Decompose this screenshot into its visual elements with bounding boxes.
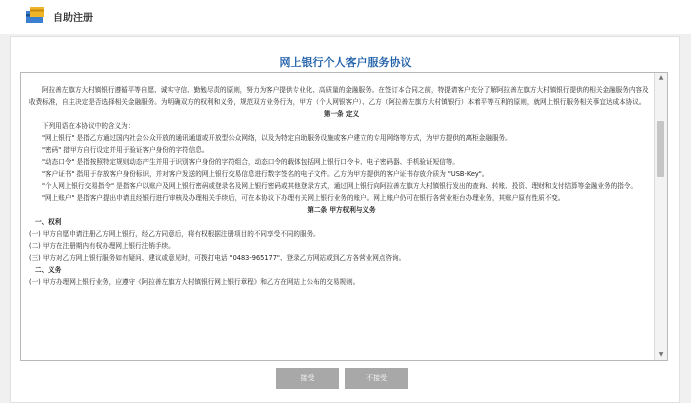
right-item-1: (一) 甲方自愿申请注册乙方网上银行，经乙方同意后，将有权根据注册项目的不同享受不同的服务。: [29, 230, 320, 238]
reject-button[interactable]: 不接受: [345, 368, 408, 389]
accept-button[interactable]: 接受: [276, 368, 339, 389]
duty-item-1: (一) 甲方办理网上银行业务，应遵守《阿拉善左旗方大村镇银行网上银行章程》和乙方在网站上公布的交易规则。: [29, 278, 360, 286]
right-item-3: (三) 甲方对乙方网上银行服务如有疑问、建议或意见时，可拨打电话 "0483-965177"、登录乙方网站或到乙方各营业网点咨询。: [29, 254, 406, 262]
definition-certificate: "客户证书" 指用于存放客户身份标识，并对客户发送的网上银行交易信息进行数字签名的电子文件。乙方为甲方提供的客户证书存放介质为 "USB-Key"。: [42, 170, 489, 178]
scroll-up-arrow-icon[interactable]: ▲: [658, 74, 664, 81]
agreement-scroll-box[interactable]: [20, 72, 668, 361]
definition-account: "网上账户" 是指客户提出申请且经银行进行审核及办理相关手续后，可在本协议下办理有关网上银行业务的账户。网上账户仍可在银行各营业柜台办理业务，其账户原有性质不变。: [42, 194, 565, 202]
article1-lead: 下列用语在本协议中的含义为：: [42, 122, 135, 130]
definition-password: "密码" 措甲方自行设定并用于验证客户身份的字符信息。: [42, 146, 209, 154]
duties-heading: 二、义务: [35, 266, 62, 274]
agreement-text: [29, 84, 654, 288]
scrollbar-thumb[interactable]: [657, 121, 664, 177]
definition-dynamic-code: "动态口令" 是指按照特定规则动态产生并用于识别客户身份的字符组合，动态口令的载体包括网上银行口令卡、电子密码器、手机验证短信等。: [42, 158, 459, 166]
agreement-intro: 阿拉善左旗方大村镇银行遵循平等自愿、诚实守信、勤勉尽责的原则，努力为客户提供专业化、高质量的金融服务。在签订本合同之前，特提请客户充分了解阿拉善左旗方大村镇银行提供的相关金融服务内容及收费标准，自主决定是否选择相关金融服务。为明确双方的权利和义务，规范双方业务行为，甲方（个人网银客户）、乙方（阿拉善左旗方大村镇银行）本着平等互利的原则，就网上银行服务相关事宜达成本协议。: [29, 86, 649, 106]
rights-heading: 一、权利: [35, 218, 62, 226]
article2-heading: 第二条 甲方权利与义务: [307, 206, 376, 214]
header-title: 自助注册: [53, 13, 93, 24]
vertical-scrollbar[interactable]: [654, 73, 667, 360]
page-title: 网上银行个人客户服务协议: [279, 56, 412, 69]
definition-instruction: "个人网上银行交易指令" 是指客户以账户及网上银行密码或登录名及网上银行密码或其他登录方式，通过网上银行向阿拉善左旗方大村镇银行发出的查询、转账、投资、理财和支付结算等金融业务的指令。: [42, 182, 638, 190]
right-item-2: (二) 甲方在注册期内有权办理网上银行注销手续。: [29, 242, 175, 250]
definition-online-bank: "网上银行" 是指乙方通过国内社会公众开放的通讯通道或开放型公众网络，以及为特定自助服务设施或客户建立的专用网络等方式，为甲方提供的离柜金融服务。: [42, 134, 512, 142]
article1-heading: 第一条 定义: [323, 110, 360, 118]
top-header: [0, 0, 691, 34]
scroll-down-arrow-icon[interactable]: ▼: [658, 351, 664, 358]
card-icon: [25, 6, 45, 24]
